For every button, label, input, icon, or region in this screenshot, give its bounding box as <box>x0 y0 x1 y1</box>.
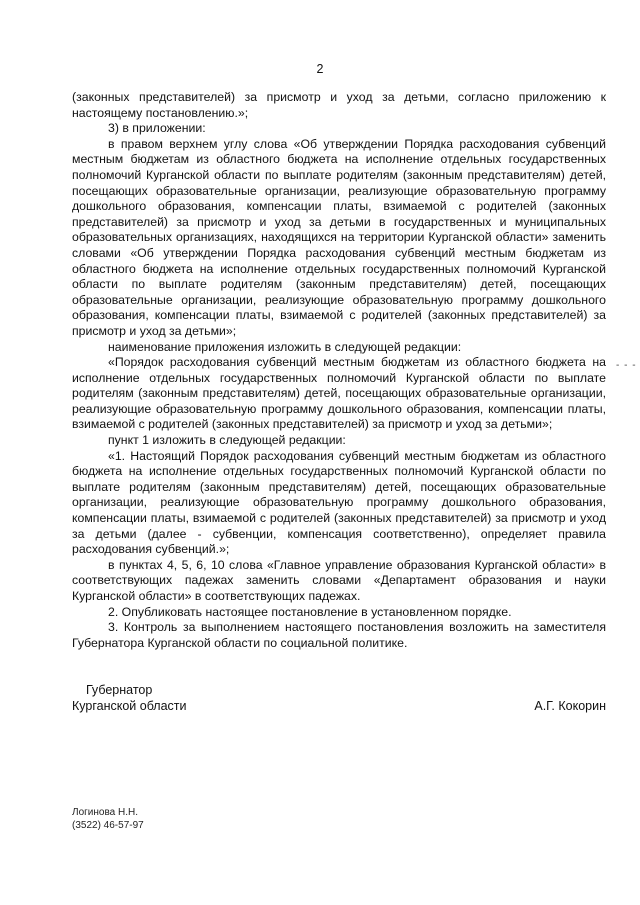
paragraph-appendix-name-text: «Порядок расходования субвенций местным бюджетам из областного бюджета на исполнение отдельных государственных полномочий Курганской области по выплате родителям (законным представителям) детей, посещающих образовательные организации, реализующие образовательную программу дошкольного образования, компенсации платы, взимаемой с родителей (законных представителей) за присмотр и уход за детьми»; <box>72 355 606 432</box>
paragraph-points-replace: в пунктах 4, 5, 6, 10 слова «Главное управление образования Курганской области» в соответствующих падежах заменить словами «Департамент образования и науки Курганской области» в соответствующих падежах. <box>72 557 606 603</box>
paragraph-point-1: пункт 1 изложить в следующей редакции: <box>108 433 346 448</box>
signatory-title <box>72 682 187 714</box>
paragraph-publish: 2. Опубликовать настоящее постановление в установленном порядке. <box>108 604 512 619</box>
paragraph-appendix-name: наименование приложения изложить в следующей редакции: <box>108 339 462 354</box>
paragraph-control: 3. Контроль за выполнением настоящего постановления возложить на заместителя Губернатора Курганской области по социальной политике. <box>72 620 606 650</box>
paragraph-continuation: (законных представителей) за присмотр и уход за детьми, согласно приложению к настоящему постановлению.»; <box>72 90 606 120</box>
paragraph-item-3: 3) в приложении: <box>108 121 206 136</box>
page-number: 2 <box>316 62 324 76</box>
signatory-title-line2: Курганской области <box>72 699 187 713</box>
paragraph-title-change: в правом верхнем углу слова «Об утверждении Порядка расходования субвенций местным бюджетам из областного бюджета на исполнение отдельных государственных полномочий Курганской области по выплате родителям (законным представителям) детей, посещающих образовательные организации, реализующие образовательную программу дошкольного образования, компенсации платы, взимаемой с родителей (законных представителей) за присмотр и уход за детьми в государственных и муниципальных образовательных организациях, находящихся на территории Курганской области» заменить словами «Об утверждении Порядка расходования субвенций местным бюджетам из областного бюджета на исполнение отдельных государственных полномочий Курганской области по выплате родителям (законным представителям) детей, посещающих образовательные организации, реализующие образовательную программу дошкольного образования, компенсации платы, взимаемой с родителей (законных представителей) за присмотр и уход за детьми»; <box>72 136 606 338</box>
signatory-name: А.Г. Кокорин <box>534 699 606 713</box>
signatory-title-line1: Губернатор <box>86 683 153 697</box>
margin-mark: - - - <box>616 360 637 371</box>
executor-phone: (3522) 46-57-97 <box>72 820 144 831</box>
paragraph-point-1-text: «1. Настоящий Порядок расходования субвенций местным бюджетам из областного бюджета на исполнение отдельных государственных полномочий Курганской области по выплате родителям (законным представителям) детей, посещающих образовательные организации, реализующие образовательную программу дошкольного образования, компенсации платы, взимаемой с родителей (законных представителей) за присмотр и уход за детьми (далее - субвенции, компенсация соответственно), определяет правила расходования субвенций.»; <box>72 448 606 557</box>
executor-block <box>72 806 144 832</box>
document-body <box>72 90 606 651</box>
executor-name: Логинова Н.Н. <box>72 807 138 818</box>
